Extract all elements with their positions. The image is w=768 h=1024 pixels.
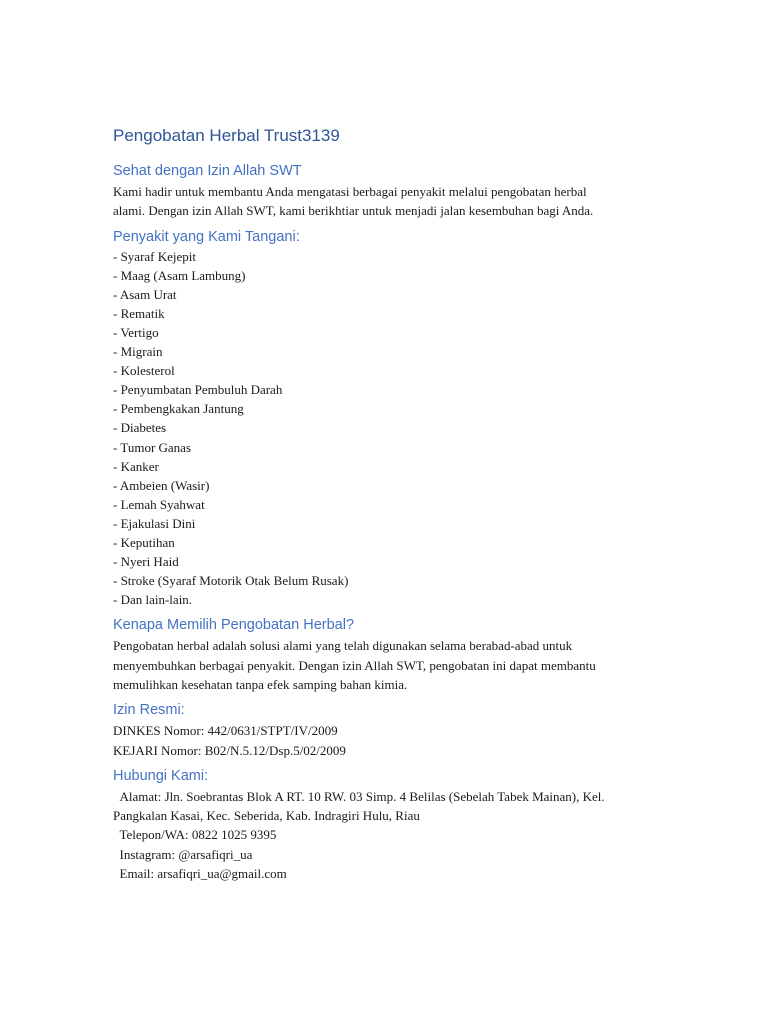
intro-paragraph-line: Kami hadir untuk membantu Anda mengatasi berbagai penyakit melalui pengobatan herbal — [113, 184, 587, 199]
list-item: - Ambeien (Wasir) — [113, 477, 210, 493]
list-item: - Nyeri Haid — [113, 554, 179, 570]
intro-heading: Sehat dengan Izin Allah SWT — [113, 163, 302, 179]
list-item: - Pembengkakan Jantung — [113, 401, 244, 417]
document-title: Pengobatan Herbal Trust3139 — [113, 126, 340, 145]
list-item: - Syaraf Kejepit — [113, 248, 197, 264]
permit-kejari: KEJARI Nomor: B02/N.5.12/Dsp.5/02/2009 — [113, 742, 346, 758]
list-item: - Keputihan — [113, 535, 175, 550]
permit-dinkes: DINKES Nomor: 442/0631/STPT/IV/2009 — [113, 723, 338, 739]
why-paragraph-line: memulihkan kesehatan tanpa efek samping bahan kimia. — [113, 676, 408, 692]
contact-address-continued: Pangkalan Kasai, Kec. Seberida, Kab. Indragiri Hulu, Riau — [113, 808, 420, 824]
contact-phone: Telepon/WA: 0822 1025 9395 — [113, 827, 277, 843]
contact-email: Email: arsafiqri_ua@gmail.com — [113, 866, 287, 882]
list-item: - Kanker — [113, 458, 159, 474]
why-heading: Kenapa Memilih Pengobatan Herbal? — [113, 617, 355, 634]
list-item: - Asam Urat — [113, 286, 177, 302]
list-item: - Dan lain-lain. — [113, 592, 193, 608]
diseases-heading: Penyakit yang Kami Tangani: — [113, 228, 300, 245]
intro-paragraph-line: alami. Dengan izin Allah SWT, kami berikhtiar untuk menjadi jalan kesembuhan bagi Anda. — [113, 203, 594, 219]
diseases-section — [113, 227, 673, 610]
list-item: - Stroke (Syaraf Motorik Otak Belum Rusak) — [113, 573, 349, 589]
diseases-list — [113, 247, 673, 610]
contact-heading: Hubungi Kami: — [113, 767, 209, 784]
list-item: - Kolesterol — [113, 363, 175, 379]
list-item: - Lemah Syahwat — [113, 496, 205, 512]
list-item: - Maag (Asam Lambung) — [113, 267, 246, 283]
document-content — [113, 124, 673, 883]
permits-heading: Izin Resmi: — [113, 702, 185, 719]
list-item: - Diabetes — [113, 420, 167, 436]
why-paragraph-line: menyembuhkan berbagai penyakit. Dengan izin Allah SWT, pengobatan ini dapat membantu — [113, 657, 596, 673]
why-section — [113, 615, 673, 694]
contact-instagram: Instagram: @arsafiqri_ua — [113, 846, 253, 862]
contact-address: Alamat: Jln. Soebrantas Blok A RT. 10 RW. 03 Simp. 4 Belilas (Sebelah Tabek Mainan), Kel. — [113, 788, 605, 804]
list-item: - Tumor Ganas — [113, 439, 192, 455]
list-item: - Vertigo — [113, 324, 159, 340]
list-item: - Rematik — [113, 305, 165, 321]
contact-section — [113, 766, 673, 883]
list-item: - Migrain — [113, 344, 163, 360]
list-item: - Ejakulasi Dini — [113, 515, 196, 531]
list-item: - Penyumbatan Pembuluh Darah — [113, 382, 283, 398]
intro-section — [113, 161, 673, 221]
why-paragraph-line: Pengobatan herbal adalah solusi alami yang telah digunakan selama berabad-abad untuk — [113, 638, 573, 654]
permits-section — [113, 700, 673, 760]
